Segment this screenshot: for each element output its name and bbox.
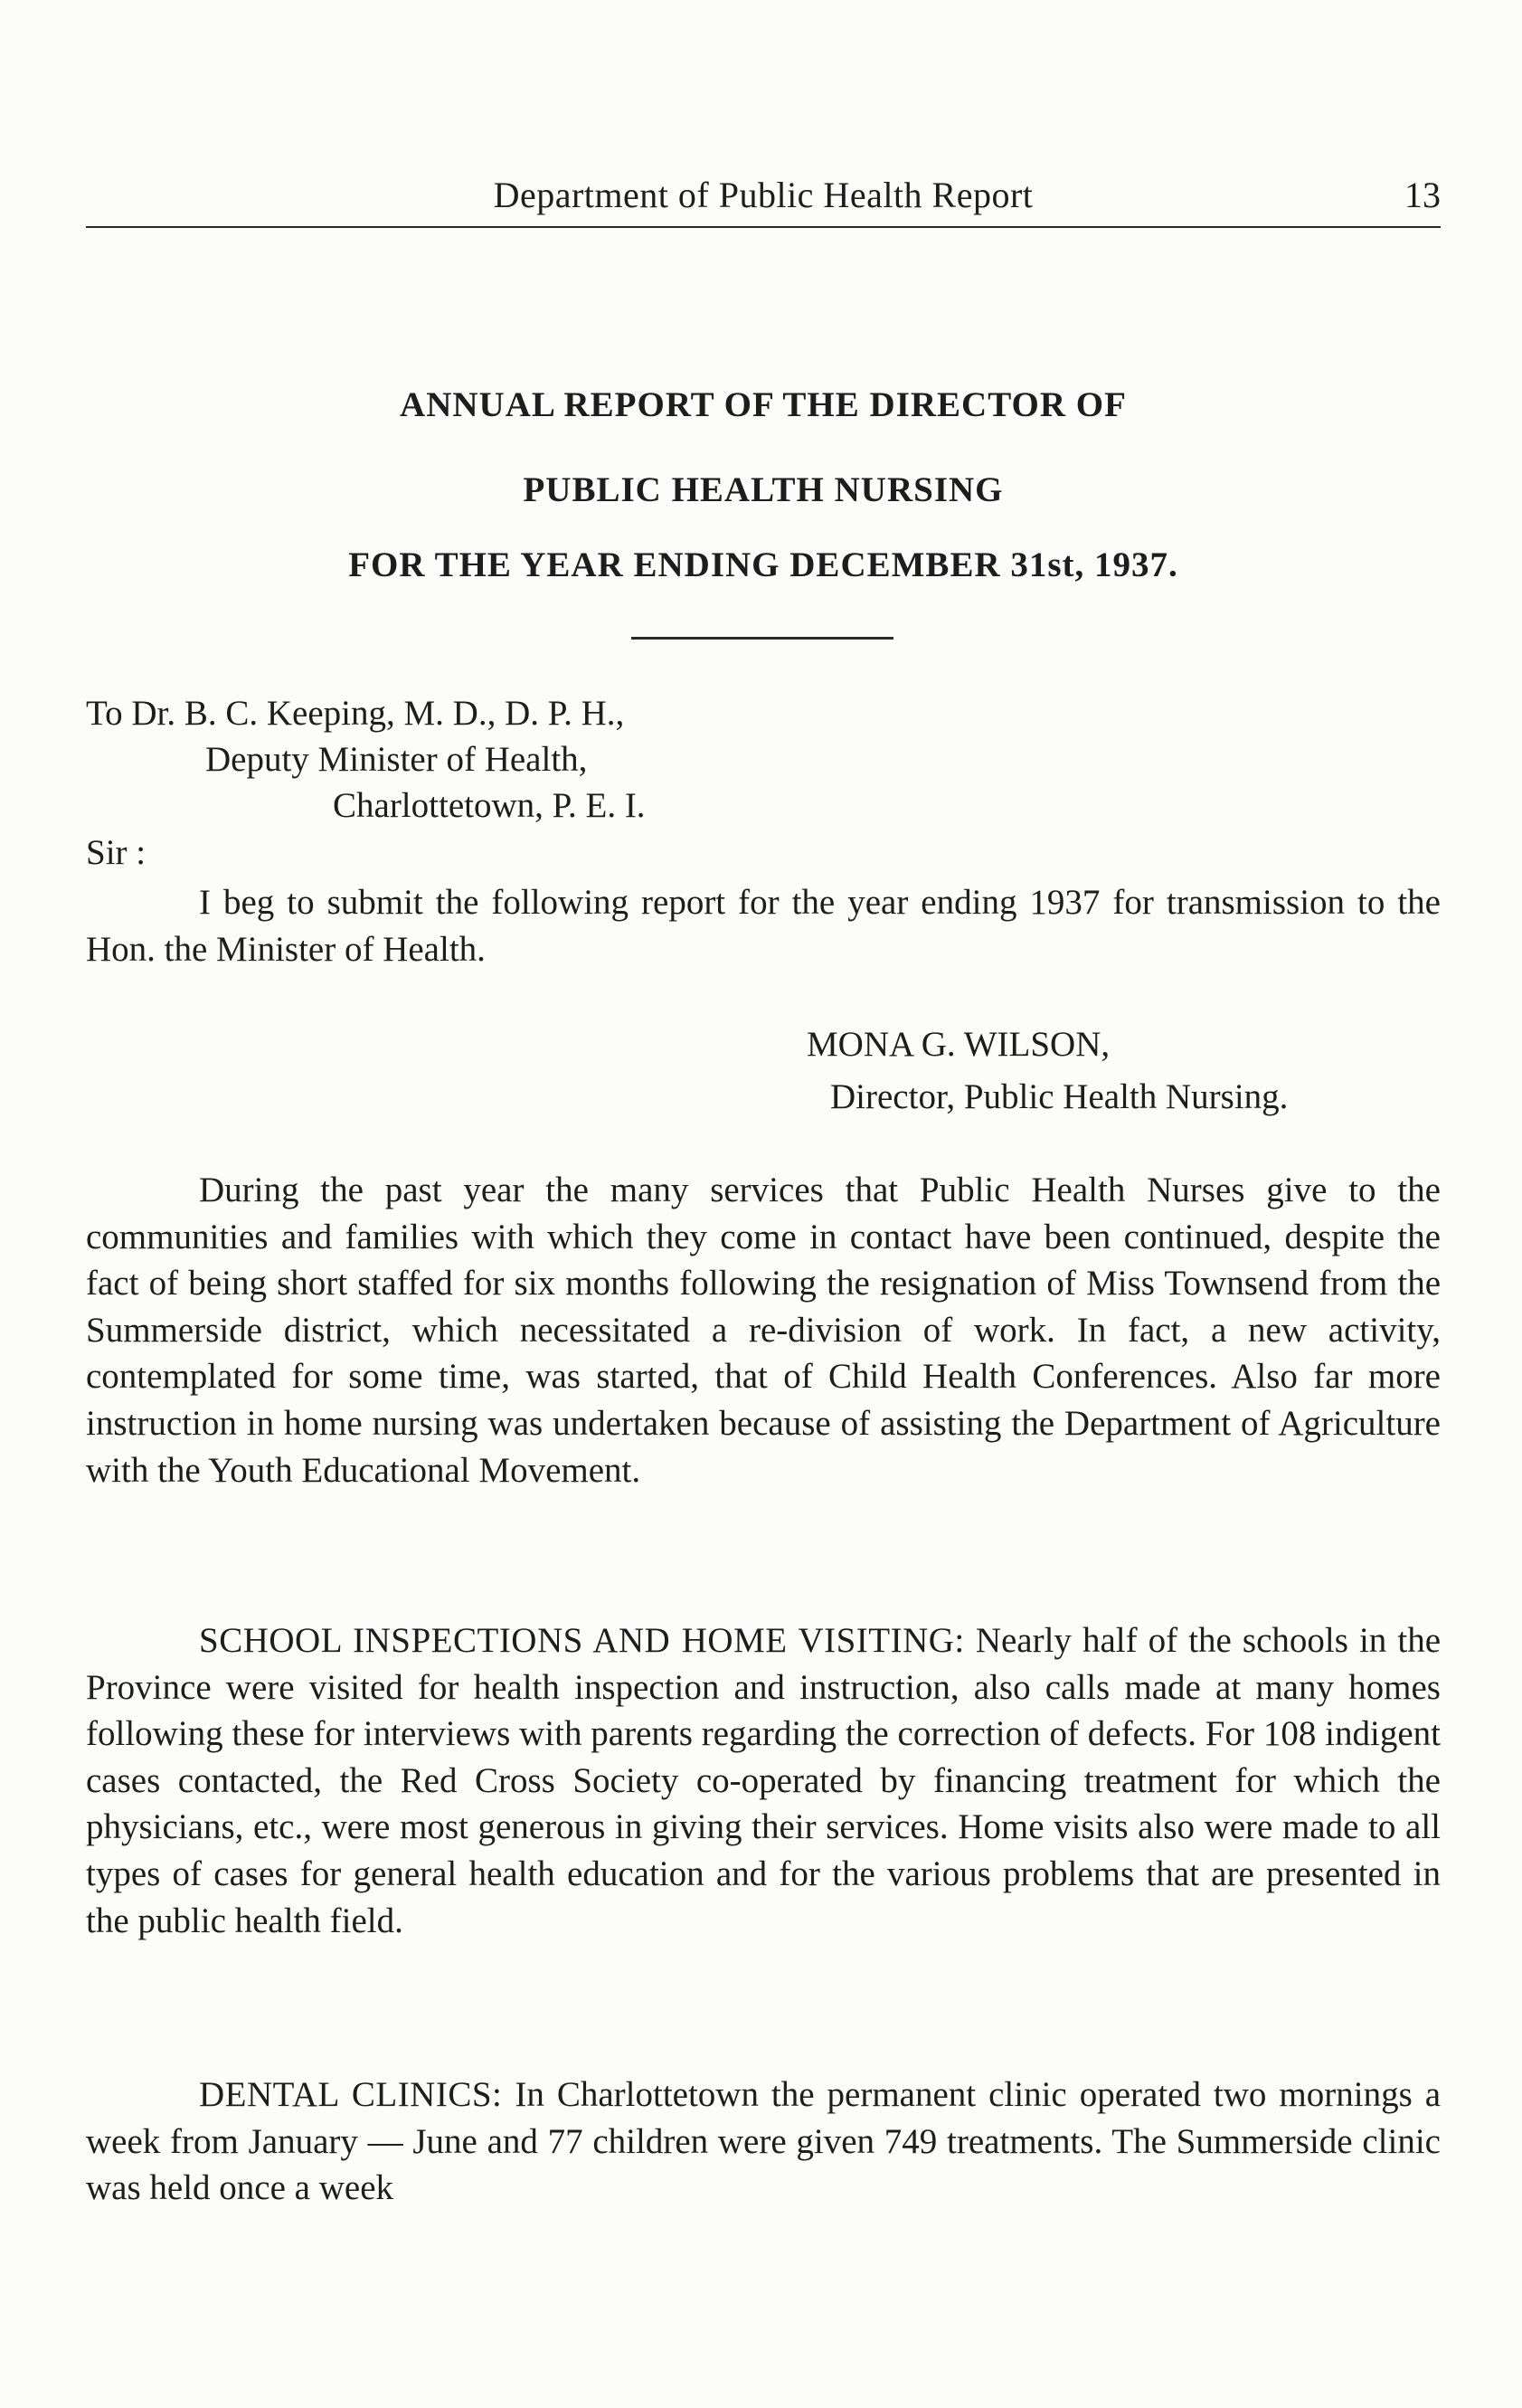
running-title: Department of Public Health Report xyxy=(493,175,1034,215)
body-paragraph-2 xyxy=(86,1617,1441,1944)
signature-title: Director, Public Health Nursing. xyxy=(830,1077,1289,1116)
report-title-line-2: PUBLIC HEALTH NURSING xyxy=(523,470,1004,509)
title-divider xyxy=(631,637,893,640)
report-title-line-1: ANNUAL REPORT OF THE DIRECTOR OF xyxy=(400,385,1127,424)
address-position: Deputy Minister of Health, xyxy=(205,740,588,779)
body-paragraph-3 xyxy=(86,2071,1441,2212)
signature-name: MONA G. WILSON, xyxy=(807,1025,1111,1064)
intro-paragraph: I beg to submit the following report for the year ending 1937 for transmission to the Hon. the Minister of Health. xyxy=(86,883,1441,969)
report-title-line-3: FOR THE YEAR ENDING DECEMBER 31st, 1937. xyxy=(348,545,1178,584)
salutation: Sir : xyxy=(86,833,147,872)
body-paragraph-3-text: In Charlottetown the permanent clinic operated two mornings a week from January — June and 77 children were given 749 treatments. The Summerside clinic was held once a week xyxy=(86,2075,1442,2208)
section-heading-school-inspections: SCHOOL INSPECTIONS AND HOME VISITING: xyxy=(199,1621,965,1660)
address-recipient: To Dr. B. C. Keeping, M. D., D. P. H., xyxy=(86,694,625,733)
running-header xyxy=(86,172,1441,228)
page-number: 13 xyxy=(1404,175,1441,215)
body-paragraph-1: During the past year the many services that Public Health Nurses give to the communities and families with which they come in contact have been continued, despite the fact of being short staffed for six months following the resignation of Miss Townsend from the Summerside district, which necessitated a re-division of work. In fact, a new activity, contemplated for some time, was started, that of Child Health Conferences. Also far more instruction in home nursing was undertaken because of assisting the Department of Agriculture with the Youth Educational Movement. xyxy=(86,1171,1441,1490)
body-paragraph-2-text: Nearly half of the schools in the Province were visited for health inspection and instruction, also calls made at many homes following these for interviews with parents regarding the correction of defects. For 108 indigent cases contacted, the Red Cross Society co-operated by financing treatment for which the physicians, etc., were most generous in giving their services. Home visits also were made to all types of cases for general health education and for the various problems that are presented in the public health field. xyxy=(86,1621,1442,1940)
address-location: Charlottetown, P. E. I. xyxy=(333,786,646,825)
section-heading-dental-clinics: DENTAL CLINICS: xyxy=(199,2075,503,2114)
